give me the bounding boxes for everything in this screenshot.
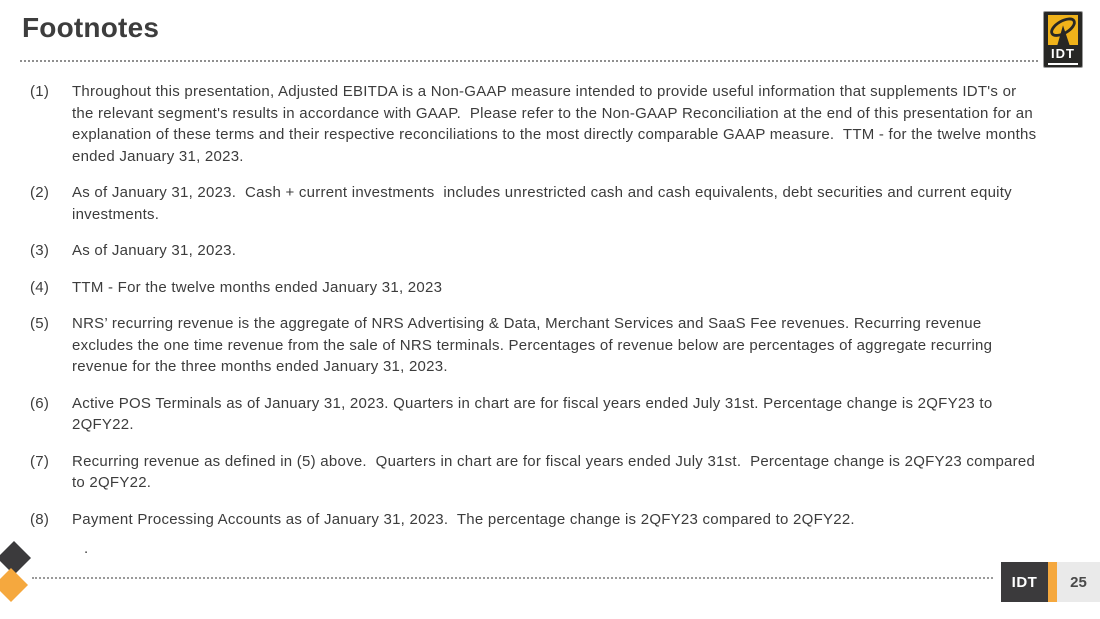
- stray-dot: .: [84, 540, 89, 557]
- page-title: Footnotes: [22, 12, 160, 43]
- footer-divider: [32, 577, 993, 579]
- footnote-number: (8): [30, 510, 50, 528]
- footnote-item: [30, 240, 1038, 262]
- footnote-text: As of January 31, 2023.: [72, 242, 237, 259]
- footnote-text: Throughout this presentation, Adjusted EBITDA is a Non-GAAP measure intended to provide useful information that supplements IDT's or the relevant segment's results in accordance with GAAP. Please refer to the Non-GAAP Reconciliation at the end of this presentation for an explanation of these terms and their respective reconciliations to the most directly comparable GAAP measure. TTM - for the twelve months ended January 31, 2023.: [72, 83, 1041, 165]
- footnote-item: [30, 509, 1038, 531]
- footnote-item: [30, 313, 1038, 378]
- footnote-text: As of January 31, 2023. Cash + current investments includes unrestricted cash and cash equivalents, debt securities and current equity investments.: [72, 184, 1017, 223]
- footnote-number: (6): [30, 394, 50, 412]
- idt-logo: [1043, 11, 1083, 68]
- idt-logo-underline: [1048, 63, 1078, 65]
- footnote-number: (4): [30, 278, 50, 296]
- idt-logo-text: IDT: [1051, 46, 1075, 61]
- footnote-text: TTM - For the twelve months ended January 31, 2023: [72, 278, 443, 296]
- footnote-number: (5): [30, 315, 50, 332]
- footer-accent-strip: [1048, 562, 1057, 602]
- footnote-item: [30, 277, 1038, 299]
- footnote-number: (2): [30, 184, 50, 201]
- title-divider: [20, 60, 1038, 62]
- footnote-number: (1): [30, 83, 50, 100]
- page-number: 25: [1057, 562, 1100, 602]
- footnote-text: NRS’ recurring revenue is the aggregate of NRS Advertising & Data, Merchant Services and SaaS Fee revenues. Recurring revenue excludes the one time revenue from the sale of NRS terminals. Percentages of revenue below are percentages of aggregate recurring revenue for the three months ended January 31, 2023.: [72, 315, 997, 375]
- footnote-text: Active POS Terminals as of January 31, 2023. Quarters in chart are for fiscal years ended July 31st. Percentage change is 2QFY23 to 2QFY22.: [72, 394, 997, 433]
- footnote-item: [30, 81, 1041, 167]
- footnotes-list: [30, 81, 1041, 545]
- footnote-item: [30, 451, 1038, 494]
- footnote-item: [30, 393, 1038, 436]
- footnote-text: Payment Processing Accounts as of January 31, 2023. The percentage change is 2QFY23 compared to 2QFY22.: [72, 510, 855, 528]
- corner-chevrons-decoration: [0, 541, 36, 611]
- footnote-number: (3): [30, 242, 50, 259]
- footer: [1001, 562, 1100, 602]
- footnote-number: (7): [30, 452, 50, 470]
- footer-brand-badge: IDT: [1001, 562, 1048, 602]
- idt-globe-icon: [1047, 15, 1079, 45]
- footnote-text: Recurring revenue as defined in (5) above. Quarters in chart are for fiscal years ended July 31st. Percentage change is 2QFY23 compared to 2QFY22.: [72, 452, 1040, 491]
- footnote-item: [30, 182, 1038, 225]
